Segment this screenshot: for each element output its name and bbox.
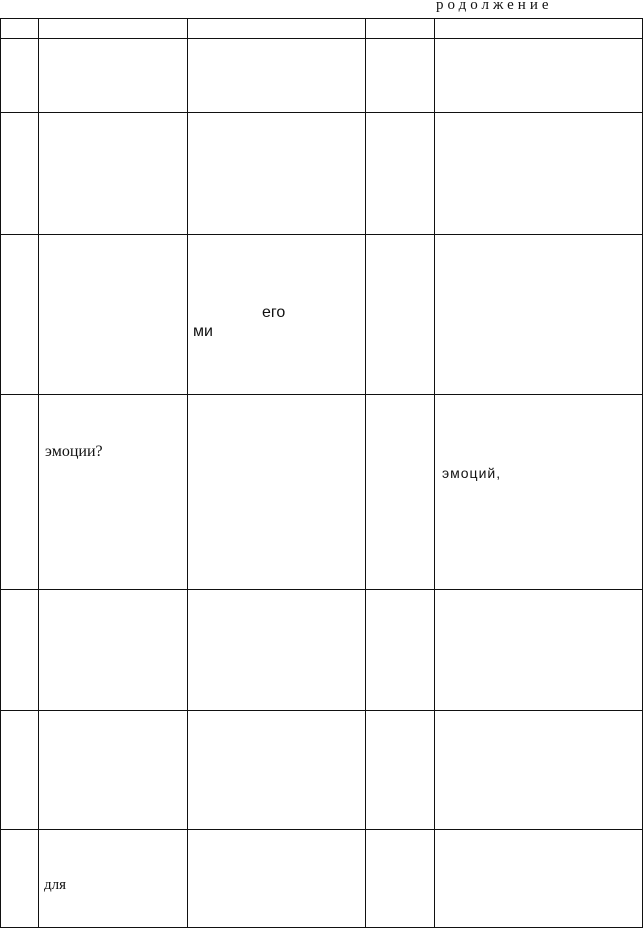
cell-text-row7-col2: для xyxy=(44,877,67,893)
cell-text-row4-col5: эмоций, xyxy=(442,465,502,481)
continuation-header: родолжение xyxy=(436,0,553,13)
cell-text-row4-col2: эмоции? xyxy=(45,443,103,460)
cell-text-row3-col3-line2: ми xyxy=(193,323,213,340)
cell-text-row3-col3-line1: его xyxy=(262,304,286,321)
